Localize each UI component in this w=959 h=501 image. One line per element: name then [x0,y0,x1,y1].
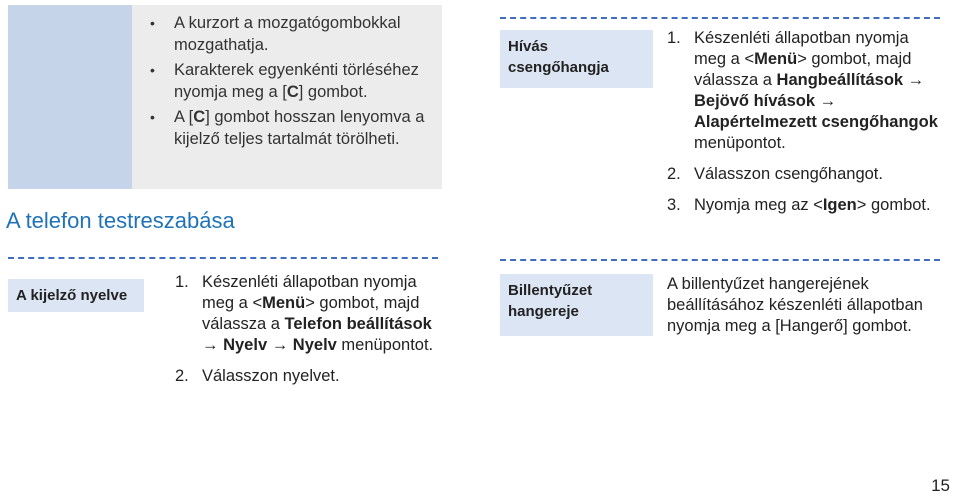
section-title: A telefon testreszabása [6,208,235,233]
display-language-label: A kijelző nyelve [8,279,144,312]
step-number: 2. [175,367,189,385]
divider-right-top [500,17,940,19]
step-item [667,28,942,154]
keypad-volume-text [667,274,942,337]
step-number: 1. [667,29,681,47]
tip-item: • A kurzort a mozgatógombokkal mozgathatja. [148,12,438,56]
display-language-steps [175,272,445,397]
text-run: ] gombot. [298,83,368,101]
text-run: menüpontot. [336,336,434,354]
menu-key: Menü [262,294,306,312]
menu-path: Hangbeállítások [776,71,904,89]
step-item [667,195,942,216]
ringtone-label: Hívás csengőhangja [500,30,653,88]
text-run: Válasszon csengőhangot. [694,165,883,183]
tips-list [148,12,438,153]
menu-path: Alapértelmezett csengőhangok [694,113,938,131]
keypad-volume-paragraph: A billentyűzet hangerejének beállításához készenléti állapotban nyomja meg a [Hangerő] gombot. [667,275,923,335]
text-run: > gombot, majd válassza a [202,294,420,333]
text-run: Készenléti állapotban nyomja meg a < [202,273,417,312]
menu-path: Bejövő hívások [694,92,816,110]
page-number: 15 [931,476,950,495]
arrow-separator: → [903,71,925,89]
menu-path: Nyelv [223,336,268,354]
key-name: C [193,108,206,126]
divider-right-middle [500,259,940,261]
text-run: menüpontot. [694,134,786,152]
menu-key: Menü [754,50,798,68]
step-number: 2. [667,165,681,183]
tip-item [148,59,438,103]
text-run: > gombot. [856,196,931,214]
text-run: A [ [174,108,194,126]
arrow-separator: → [815,92,837,110]
margin-color-bar [8,5,132,189]
text-run: Készenléti állapotban nyomja meg a < [694,29,909,68]
menu-key: Igen [822,196,857,214]
ringtone-steps [667,28,942,226]
divider-left [8,257,438,259]
text-run: ] gombot hosszan lenyomva a kijelző teljes tartalmát törölheti. [174,108,425,148]
menu-path: Nyelv [292,336,337,354]
step-number: 1. [175,273,189,291]
step-number: 3. [667,196,681,214]
keypad-volume-label: Billentyűzet hangereje [500,274,653,336]
menu-path: Telefon beállítások [284,315,432,333]
text-run: Nyomja meg az < [694,196,823,214]
step-item [175,366,445,387]
arrow-separator: → [202,336,224,354]
tip-item [148,106,438,150]
text-run: > gombot, majd válassza a [694,50,912,89]
text-run: Karakterek egyenkénti törléséhez nyomja meg a [ [174,61,419,101]
step-item [175,272,445,356]
arrow-separator: → [267,336,293,354]
key-name: C [286,83,299,101]
text-run: Válasszon nyelvet. [202,367,340,385]
step-item [667,164,942,185]
